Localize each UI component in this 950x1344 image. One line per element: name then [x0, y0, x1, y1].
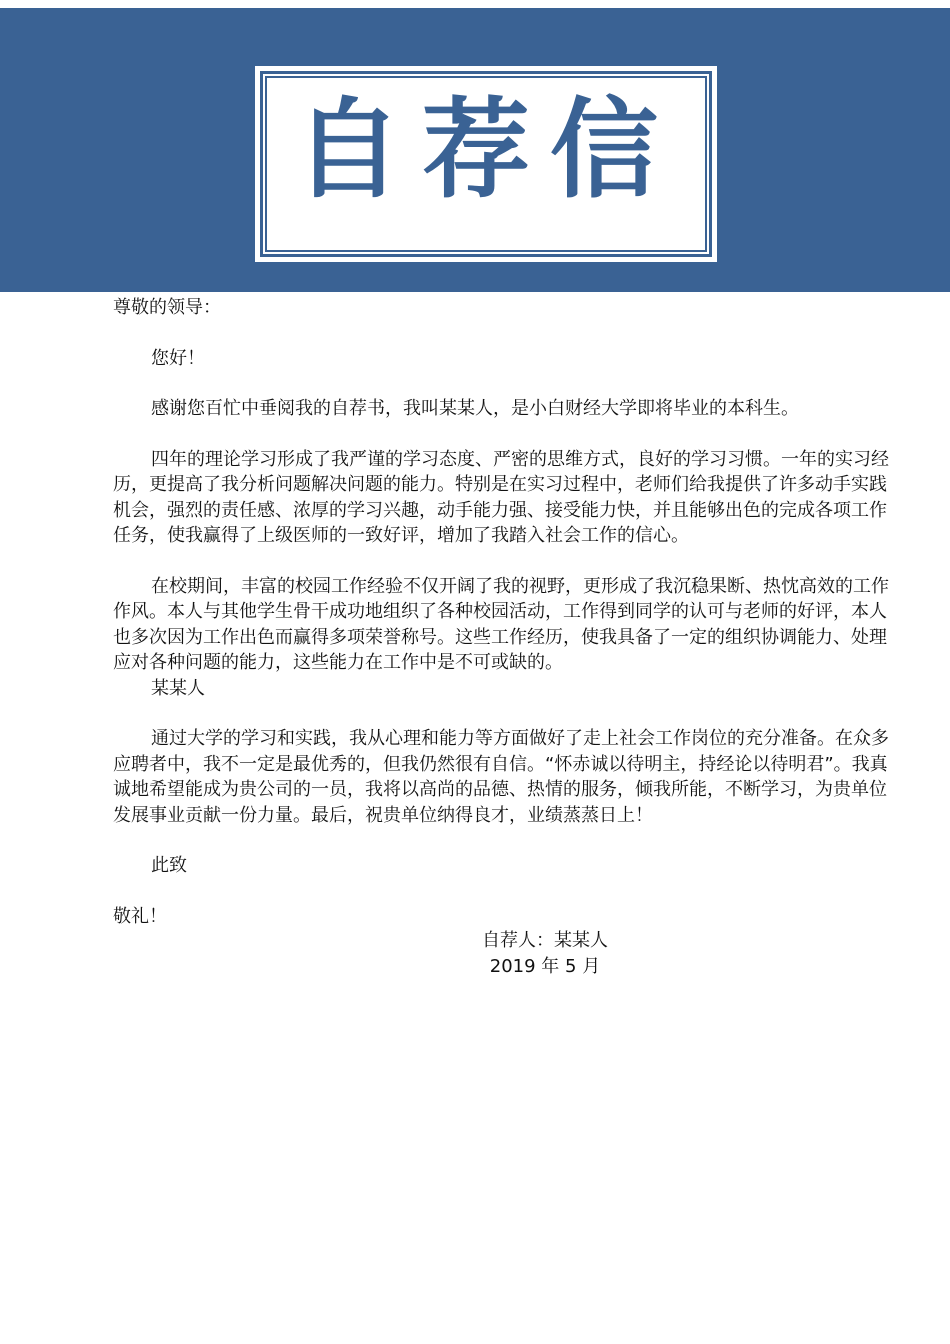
letter-paragraph-3-extra: 某某人	[151, 677, 205, 699]
letter-paragraph-1: 感谢您百忙中垂阅我的自荐书，我叫某某人，是小白财经大学即将毕业的本科生。	[151, 398, 799, 419]
signature-date: 2019 年 5 月	[489, 955, 601, 977]
letter-hello: 您好！	[151, 347, 205, 369]
title-frame	[255, 66, 717, 262]
spacer	[113, 828, 893, 853]
spacer	[113, 879, 893, 904]
header-band	[0, 8, 950, 292]
spacer	[113, 321, 893, 346]
letter-greeting: 尊敬的领导：	[113, 297, 221, 318]
letter-closing: 此致	[151, 855, 187, 876]
spacer	[113, 422, 893, 447]
signature-block	[482, 928, 608, 979]
spacer	[113, 371, 893, 396]
signature-name: 自荐人：某某人	[482, 930, 608, 951]
letter-body	[113, 295, 893, 929]
letter-paragraph-4: 通过大学的学习和实践，我从心理和能力等方面做好了走上社会工作岗位的充分准备。在众多应聘者中，我不一定是最优秀的，但我仍然很有自信。“怀赤诚以待明主，持经论以待明君”。我真诚地希望能成为贵公司的一员，我将以高尚的品德、热情的服务，倾我所能，不断学习，为贵单位发展事业贡献一份力量。最后，祝贵单位纳得良才，业绩蒸蒸日上！	[113, 728, 889, 826]
spacer	[113, 701, 893, 726]
spacer	[113, 549, 893, 574]
page-title: 自荐信	[293, 88, 678, 213]
letter-salute: 敬礼！	[113, 905, 167, 927]
letter-paragraph-2: 四年的理论学习形成了我严谨的学习态度、严密的思维方式，良好的学习习惯。一年的实习经历，更提高了我分析问题解决问题的能力。特别是在实习过程中，老师们给我提供了许多动手实践机会，强烈的责任感、浓厚的学习兴趣，动手能力强、接受能力快，并且能够出色的完成各项工作任务，使我赢得了上级医师的一致好评，增加了我踏入社会工作的信心。	[113, 448, 889, 546]
letter-paragraph-3: 在校期间，丰富的校园工作经验不仅开阔了我的视野，更形成了我沉稳果断、热忱高效的工作作风。本人与其他学生骨干成功地组织了各种校园活动，工作得到同学的认可与老师的好评，本人也多次因为工作出色而赢得多项荣誉称号。这些工作经历，使我具备了一定的组织协调能力、处理应对各种问题的能力，这些能力在工作中是不可或缺的。	[113, 575, 889, 673]
